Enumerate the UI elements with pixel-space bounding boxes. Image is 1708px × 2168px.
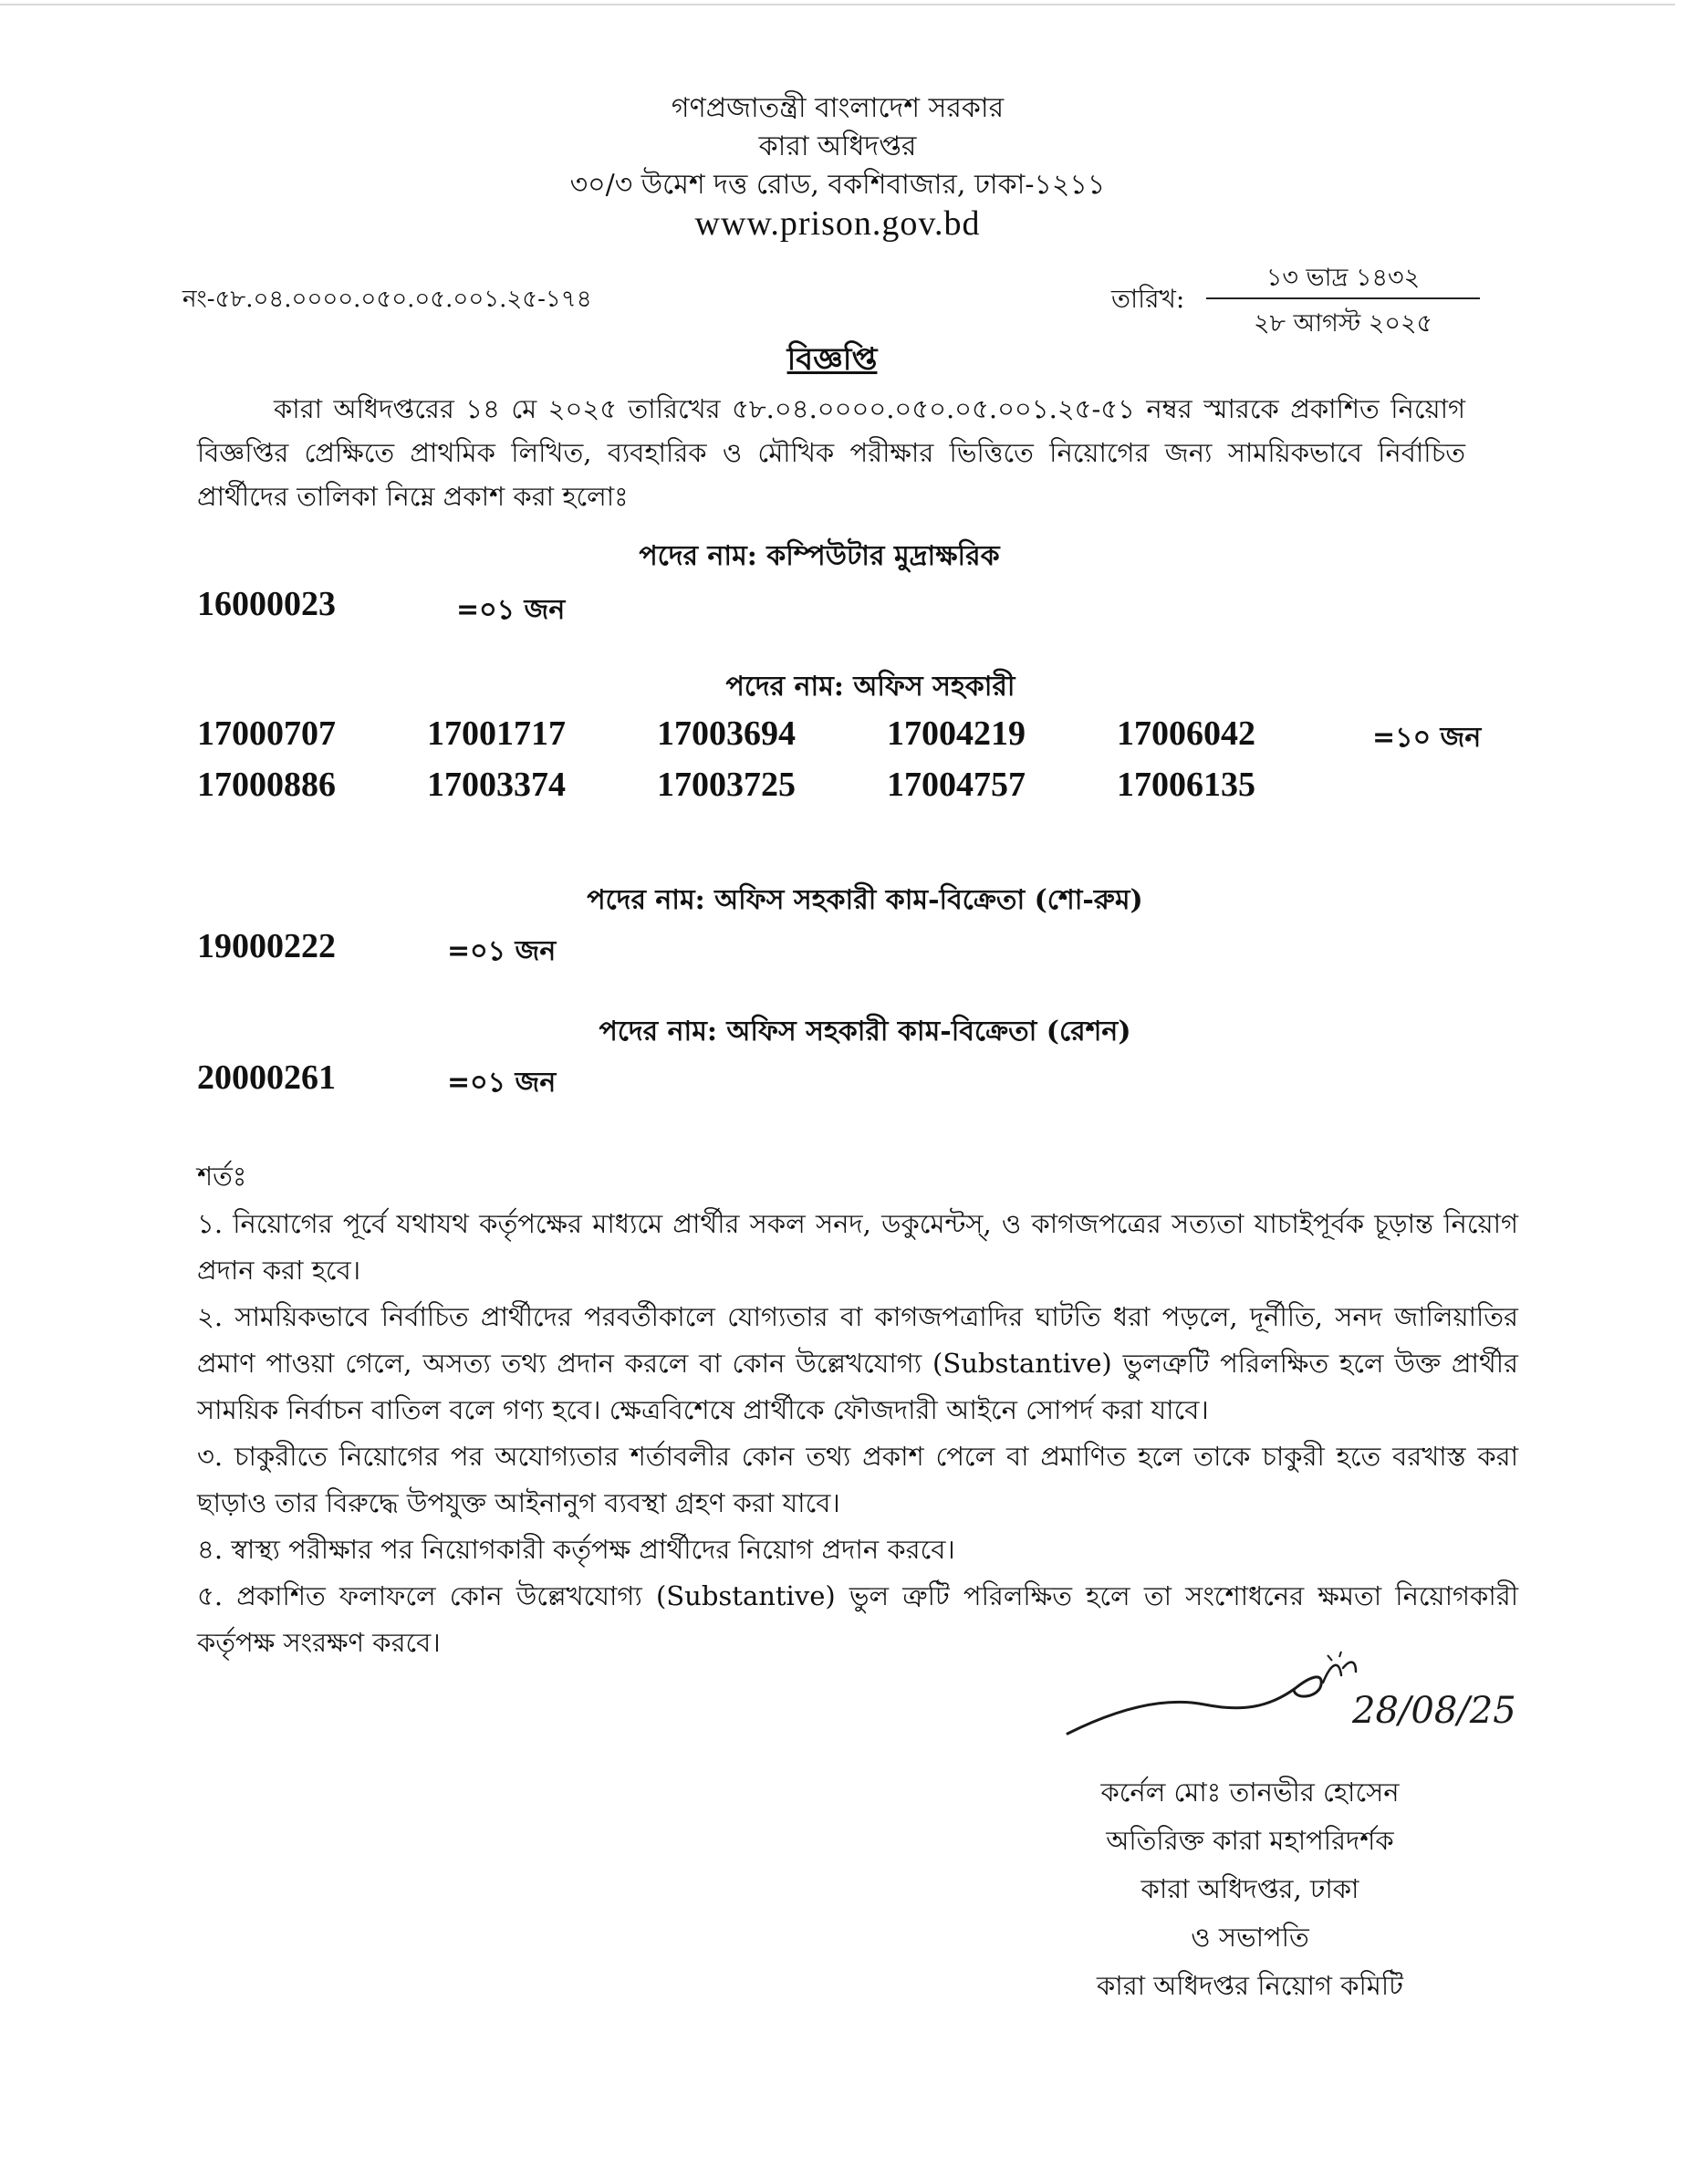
roll-number: 17001717 <box>427 714 566 753</box>
post-count: =০১ জন <box>447 1067 557 1099</box>
signature-block <box>985 1768 1515 2010</box>
signatory-committee: কারা অধিদপ্তর নিয়োগ কমিটি <box>1097 1970 1403 2001</box>
date-divider <box>1206 297 1480 299</box>
condition-item: ২. সাময়িকভাবে নির্বাচিত প্রার্থীদের পরবর্তীকালে যোগ্যতার বা কাগজপত্রাদির ঘাটতি ধরা পড়লে, দূর্নীতি, সনদ জালিয়াতির প্রমাণ পাওয়া গেলে, অসত্য তথ্য প্রদান করলে বা কোন উল্লেখযোগ্য (Substantive) ভুলত্রুটি পরিলক্ষিত হলে উক্ত প্রার্থীর সাময়িক নির্বাচন বাতিল বলে গণ্য হবে। ক্ষেত্রবিশেষে প্রার্থীকে ফৌজদারী আইনে সোপর্দ করা যাবে। <box>197 1301 1518 1425</box>
post-count: =০১ জন <box>447 935 557 967</box>
roll-number: 17003694 <box>657 714 796 753</box>
signatory-name: কর্নেল মোঃ তানভীর হোসেন <box>1100 1777 1400 1808</box>
roll-number: 17003374 <box>427 766 566 804</box>
post-title-computer-typist: পদের নাম: কম্পিউটার মুদ্রাক্ষরিক <box>639 540 1000 572</box>
roll-number: 17006135 <box>1117 766 1255 804</box>
post-title-ration-seller: পদের নাম: অফিস সহকারী কাম-বিক্রেতা (রেশন) <box>599 1016 1131 1048</box>
roll-number: 17006042 <box>1117 714 1255 753</box>
date-bangla: ১৩ ভাদ্র ১৪৩২ <box>1265 264 1421 292</box>
website-link[interactable]: www.prison.gov.bd <box>694 204 981 243</box>
roll-number: 17003725 <box>657 766 796 804</box>
condition-item: ৫. প্রকাশিত ফলাফলে কোন উল্লেখযোগ্য (Substantive) ভুল ত্রুটি পরিলক্ষিত হলে তা সংশোধনের ক্ষমতা নিয়োগকারী কর্তৃপক্ষ সংরক্ষণ করবে। <box>197 1580 1518 1658</box>
scan-edge <box>0 4 1675 5</box>
signatory-office: কারা অধিদপ্তর, ঢাকা <box>1140 1873 1359 1904</box>
notice-title: বিজ্ঞপ্তি <box>786 341 878 378</box>
signatory-designation: অতিরিক্ত কারা মহাপরিদর্শক <box>1106 1825 1394 1856</box>
date-label: তারিখ: <box>1111 284 1185 314</box>
intro-paragraph: কারা অধিদপ্তরের ১৪ মে ২০২৫ তারিখের ৫৮.০৪.০০০০.০৫০.০৫.০০১.২৫-৫১ নম্বর স্মারকে প্রকাশিত নিয়োগ বিজ্ঞপ্তির প্রেক্ষিতে প্রাথমিক লিখিত, ব্যবহারিক ও মৌখিক পরীক্ষার ভিত্তিতে নিয়োগের জন্য সাময়িকভাবে নির্বাচিত প্রার্থীদের তালিকা নিম্নে প্রকাশ করা হলোঃ <box>197 393 1465 512</box>
post-title-office-assistant: পদের নাম: অফিস সহকারী <box>725 671 1015 703</box>
post-title-showroom-seller: পদের নাম: অফিস সহকারী কাম-বিক্রেতা (শো-রুম) <box>587 884 1143 916</box>
post-count: =১০ জন <box>1372 722 1482 754</box>
condition-item: ৩. চাকুরীতে নিয়োগের পর অযোগ্যতার শর্তাবলীর কোন তথ্য প্রকাশ পেলে বা প্রমাণিত হলে তাকে চাকুরী হতে বরখাস্ত করা ছাড়াও তার বিরুদ্ধে উপযুক্ত আইনানুগ ব্যবস্থা গ্রহণ করা যাবে। <box>197 1441 1518 1518</box>
condition-item: ১. নিয়োগের পূর্বে যথাযথ কর্তৃপক্ষের মাধ্যমে প্রার্থীর সকল সনদ, ডকুমেন্টস্, ও কাগজপত্রের সত্যতা যাচাইপূর্বক চূড়ান্ত নিয়োগ প্রদান করা হবে। <box>197 1208 1518 1286</box>
condition-item: ৪. স্বাস্থ্য পরীক্ষার পর নিয়োগকারী কর্তৃপক্ষ প্রার্থীদের নিয়োগ প্রদান করবে। <box>197 1534 955 1565</box>
roll-number: 17000886 <box>197 766 336 804</box>
roll-number: 17004219 <box>887 714 1026 753</box>
handwritten-signature <box>1049 1624 1516 1752</box>
gov-name: গণপ্রজাতন্ত্রী বাংলাদেশ সরকার <box>671 92 1005 124</box>
date-english: ২৮ আগস্ট ২০২৫ <box>1253 309 1433 338</box>
signatory-role: ও সভাপতি <box>1191 1922 1309 1953</box>
header <box>0 89 1675 243</box>
office-address: ৩০/৩ উমেশ দত্ত রোড, বকশিবাজার, ঢাকা-১২১১ <box>569 169 1106 201</box>
conditions-heading: শর্তঃ <box>197 1161 247 1192</box>
office-name: কারা অধিদপ্তর <box>758 130 917 162</box>
roll-number: 19000222 <box>197 927 336 965</box>
conditions-list <box>197 1201 1518 1666</box>
roll-number: 16000023 <box>197 585 336 623</box>
memo-number: নং-৫৮.০৪.০০০০.০৫০.০৫.০০১.২৫-১৭৪ <box>182 286 592 313</box>
roll-number: 17000707 <box>197 714 336 753</box>
roll-number: 17004757 <box>887 766 1026 804</box>
roll-number: 20000261 <box>197 1058 336 1097</box>
post-count: =০১ জন <box>456 594 566 626</box>
handwritten-date: 28/08/25 <box>1352 1690 1516 1732</box>
